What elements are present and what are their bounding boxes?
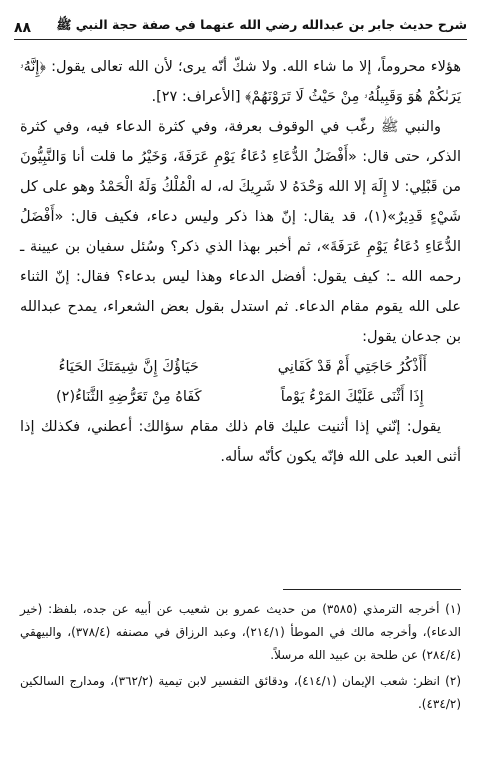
footnotes [20,598,461,719]
running-title: شرح حديث جابر بن عبدالله رضي الله عنهما في صفة حجة النبي ﷺ [56,17,467,32]
page-number: ٨٨ [14,20,32,36]
main-text [20,52,461,472]
poem [26,352,455,412]
footnote-separator [283,589,461,590]
footnote-1: (١) أخرجه الترمذي (٣٥٨٥) من حديث عمرو بن شعيب عن أبيه عن جده، بلفظ: (خير الدعاء)، وأخرجه مالك في الموطأ (٢١٤/١)، وعبد الرزاق في مصنفه (٣٧٨/٤)، والبيهقي (٢٨٤/٤) عن طلحة بن عبيد الله مرسلاً. [20,602,461,662]
poem-line-1-first-hemistich: أَأَذْكُرُ حَاجَتِي أَمْ قَدْ كَفَانِي [277,359,427,375]
poem-line-1-second-hemistich: حَيَاؤُكَ إِنَّ شِيمَتَكَ الحَيَاءُ [58,359,199,375]
paragraph-1: هؤلاء محروماً، إلا ما شاء الله. ولا شكّ أنّه يرى؛ لأن الله تعالى يقول: ﴿إِنَّهُۥ يَرَىٰكُمْ هُوَ وَقَبِيلُهُۥ مِنْ حَيْثُ لَا تَرَوْنَهُمْ﴾ [الأعراف: ٢٧]. [20,59,461,105]
poem-line-2-first-hemistich: إِذَا أَثْنَى عَلَيْكَ المَرْءُ يَوْماً [280,389,424,405]
paragraph-3: يقول: إنّني إذا أثنيت عليك قام ذلك مقام سؤالك: أعطني، فكذلك إذا أثنى العبد على الله فإنّه يكون كأنّه سأله. [20,419,461,465]
page-header [14,14,467,40]
paragraph-2: والنبي ﷺ رغّب في الوقوف بعرفة، وفي كثرة الدعاء فيه، وفي كثرة الذكر، حتى قال: «أَفْضَلُ الدُّعَاءِ دُعَاءُ يَوْمِ عَرَفَةَ، وَخَيْرُ ما قلت أنا وَالنَّبِيُّونَ من قَبْلِي: لا إِلَهَ إلا الله وَحْدَهُ لا شَرِيكَ له، له الْمُلْكُ وَلَهُ الْحَمْدُ وهو على كل شَيْءٍ قَدِيرٌ»(١)، قد يقال: إنّ هذا ذكر وليس دعاء، فكيف قال: «أَفْضَلُ الدُّعَاءِ دُعَاءُ يَوْمِ عَرَفَةَ»، ثم أخبر بهذا الذي ذكر؟ وسُئل سفيان بن عيينة ـ رحمه الله ـ: كيف يقول: أفضل الدعاء وهذا ليس بدعاء؟ فقال: إنّ الثناء على الله يقوم مقام الدعاء. ثم استدل بقول بعض الشعراء، يمدح عبدالله بن جدعان يقول: [20,119,461,345]
poem-line-2-second-hemistich: كَفَاهُ مِنْ تَعَرُّضِهِ الثَّنَاءُ(٢) [55,389,202,405]
footnote-2: (٢) انظر: شعب الإيمان (٤١٤/١)، ودقائق التفسير لابن تيمية (٣٦٢/٢)، ومدارج السالكين (٤٣٤/٢). [20,674,461,711]
